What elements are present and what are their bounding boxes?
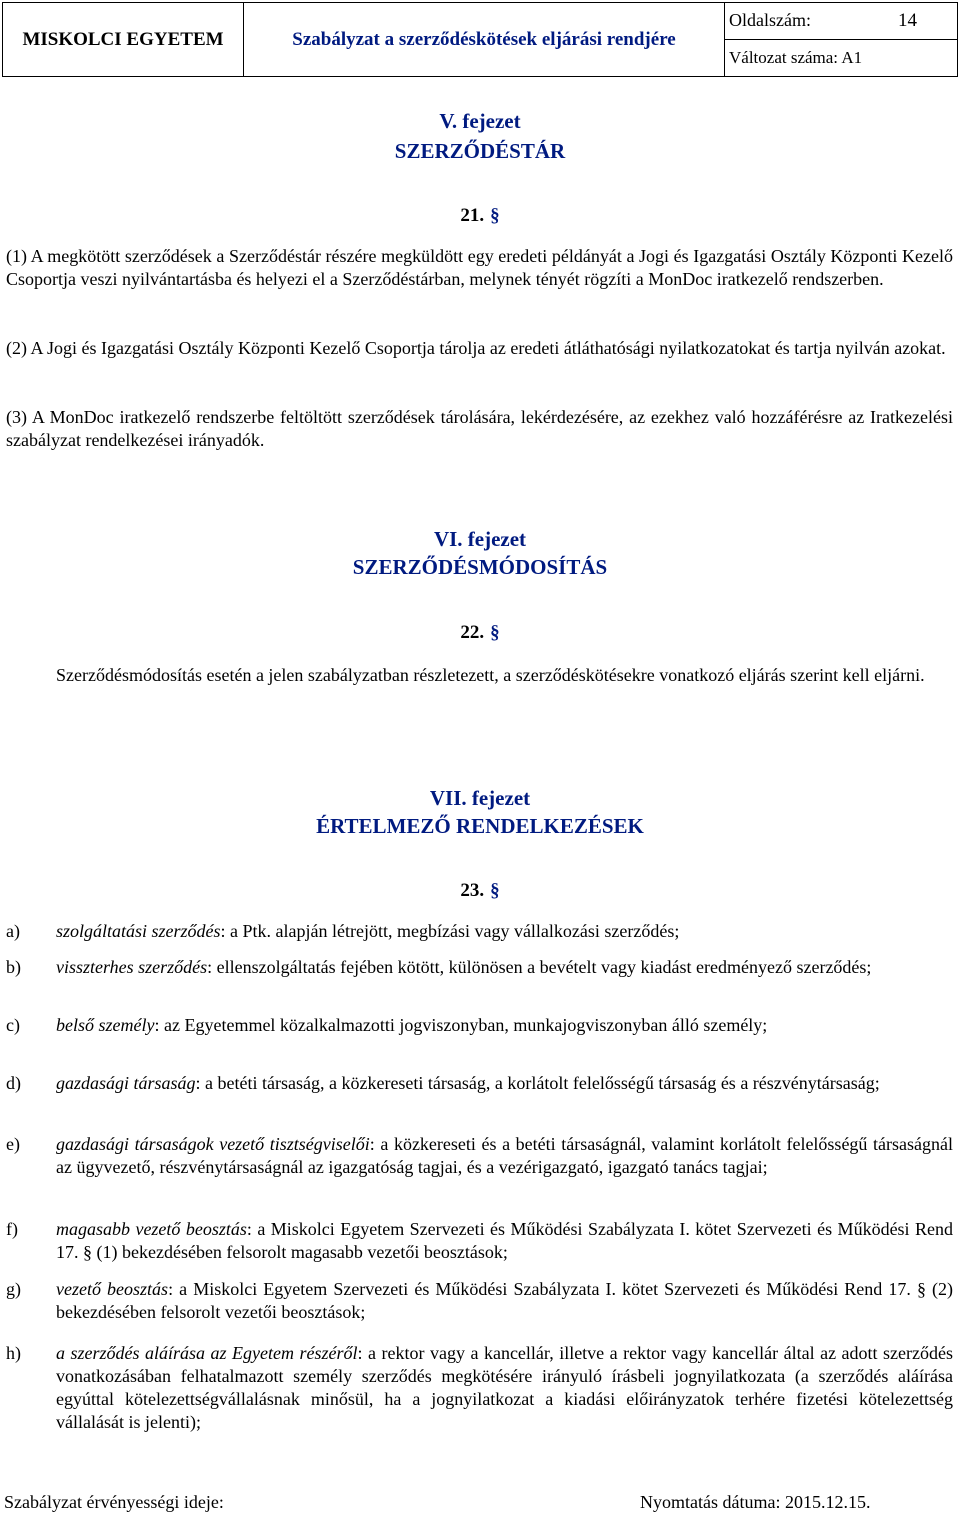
definition-item xyxy=(56,1133,953,1179)
item-label: h) xyxy=(6,1343,21,1363)
definition-item xyxy=(56,1072,953,1095)
page-label: Oldalszám: xyxy=(729,10,811,30)
chapter-title: SZERZŐDÉSMÓDOSÍTÁS xyxy=(352,555,608,579)
paragraph: (1) A megkötött szerződések a Szerződéstár részére megküldött egy eredeti példányát a Jogi és Igazgatási Osztály Központi Kezelő Csoportja veszi nyilvántartásba és helyezi el a Szerződéstárban, melynek tényét rögzíti a MonDoc iratkezelő rendszerben. xyxy=(6,246,953,289)
chapter-number: VI. fejezet xyxy=(433,527,527,551)
section-number xyxy=(0,622,960,644)
section-label: 23. xyxy=(460,880,485,901)
chapter-title: SZERZŐDÉSTÁR xyxy=(394,139,566,163)
document-header xyxy=(2,2,958,77)
item-label: c) xyxy=(6,1015,20,1035)
definition-term: szolgáltatási szerződés xyxy=(56,921,221,941)
definition-term: magasabb vezető beosztás xyxy=(56,1219,247,1239)
definition-text: : a Ptk. alapján létrejött, megbízási vagy vállalkozási szerződés; xyxy=(220,921,680,941)
chapter-number: VII. fejezet xyxy=(429,786,531,810)
paragraph: (2) A Jogi és Igazgatási Osztály Központi Kezelő Csoportja tárolja az eredeti átláthatósági nyilatkozatokat és tartja nyilván azokat. xyxy=(6,338,946,358)
definition-item xyxy=(56,1218,953,1264)
document-title: Szabályzat a szerződéskötések eljárási rendjére xyxy=(244,3,725,77)
item-label: d) xyxy=(6,1073,21,1093)
page-number: 14 xyxy=(898,10,917,31)
section-sign: § xyxy=(490,205,500,226)
definition-term: belső személy xyxy=(56,1015,155,1035)
definition-term: gazdasági társaság xyxy=(56,1073,196,1093)
validity-label: Szabályzat érvényességi ideje: xyxy=(4,1492,224,1512)
definition-text: : a rektor vagy a kancellár, illetve a rektor vagy kancellár által az adott szerződés vonatkozásában felhatalmazott személy szerződés megkötésére irányuló írásbeli jognyilatkozata (a szerződés aláírása egyúttal kötelezettségvállalásnak minősül, ha a jognyilatkozat a kiadási előirányzatok terhére fizetési kötelezettség vállalását is jelenti); xyxy=(56,1343,954,1432)
section-number xyxy=(0,205,960,227)
definition-text: : a közkereseti és a betéti társaságnál, valamint korlátolt felelősségű társaságnál az ügyvezető, részvénytársaságnál az igazgatóság tagjai, és a vezérigazgató, igazgató tanács tagjai; xyxy=(56,1134,953,1177)
definition-item xyxy=(56,1342,953,1434)
section-label: 21. xyxy=(460,205,485,226)
definition-text: : a betéti társaság, a közkereseti társaság, a korlátolt felelősségű társaság és a részvénytársaság; xyxy=(195,1073,880,1093)
definition-item xyxy=(56,956,953,979)
definition-term: gazdasági társaságok vezető tisztségviselői xyxy=(56,1134,370,1154)
item-label: a) xyxy=(6,921,20,941)
item-label: f) xyxy=(6,1219,18,1239)
definition-text: : a Miskolci Egyetem Szervezeti és Működési Szabályzata I. kötet Szervezeti és Működési Rend 17. § (1) bekezdésében felsorolt magasabb vezetői beosztások; xyxy=(56,1219,954,1262)
item-label: e) xyxy=(6,1134,20,1154)
definition-text: : ellenszolgáltatás fejében kötött, különösen a bevételt vagy kiadást eredményező szerződés; xyxy=(207,957,872,977)
university-name: MISKOLCI EGYETEM xyxy=(3,3,244,77)
definition-item xyxy=(56,1278,953,1324)
paragraph: Szerződésmódosítás esetén a jelen szabályzatban részletezett, a szerződéskötésekre vonatkozó eljárás szerint kell eljárni. xyxy=(56,665,925,685)
version-label: Változat száma: A1 xyxy=(725,40,958,77)
section-number xyxy=(0,880,960,902)
print-date: Nyomtatás dátuma: 2015.12.15. xyxy=(640,1492,871,1512)
definition-item xyxy=(56,1014,953,1037)
item-label: b) xyxy=(6,957,21,977)
definition-text: : az Egyetemmel közalkalmazotti jogviszonyban, munkajogviszonyban álló személy; xyxy=(154,1015,768,1035)
section-sign: § xyxy=(490,622,500,643)
chapter-title: ÉRTELMEZŐ RENDELKEZÉSEK xyxy=(316,814,644,838)
section-label: 22. xyxy=(460,622,485,643)
definition-term: vezető beosztás xyxy=(56,1279,169,1299)
section-sign: § xyxy=(490,880,500,901)
definition-term: a szerződés aláírása az Egyetem részéről xyxy=(56,1343,358,1363)
item-label: g) xyxy=(6,1279,21,1299)
definition-text: : a Miskolci Egyetem Szervezeti és Működési Szabályzata I. kötet Szervezeti és Működési Rend 17. § (2) bekezdésében felsorolt vezetői beosztások; xyxy=(56,1279,954,1322)
chapter-number: V. fejezet xyxy=(439,109,521,133)
page-number-cell xyxy=(725,3,958,40)
definition-item xyxy=(56,920,953,943)
definition-term: visszterhes szerződés xyxy=(56,957,208,977)
paragraph: (3) A MonDoc iratkezelő rendszerbe feltöltött szerződések tárolására, lekérdezésére, az ezekhez való hozzáférésre az Iratkezelési szabályzat rendelkezései irányadók. xyxy=(6,407,953,450)
